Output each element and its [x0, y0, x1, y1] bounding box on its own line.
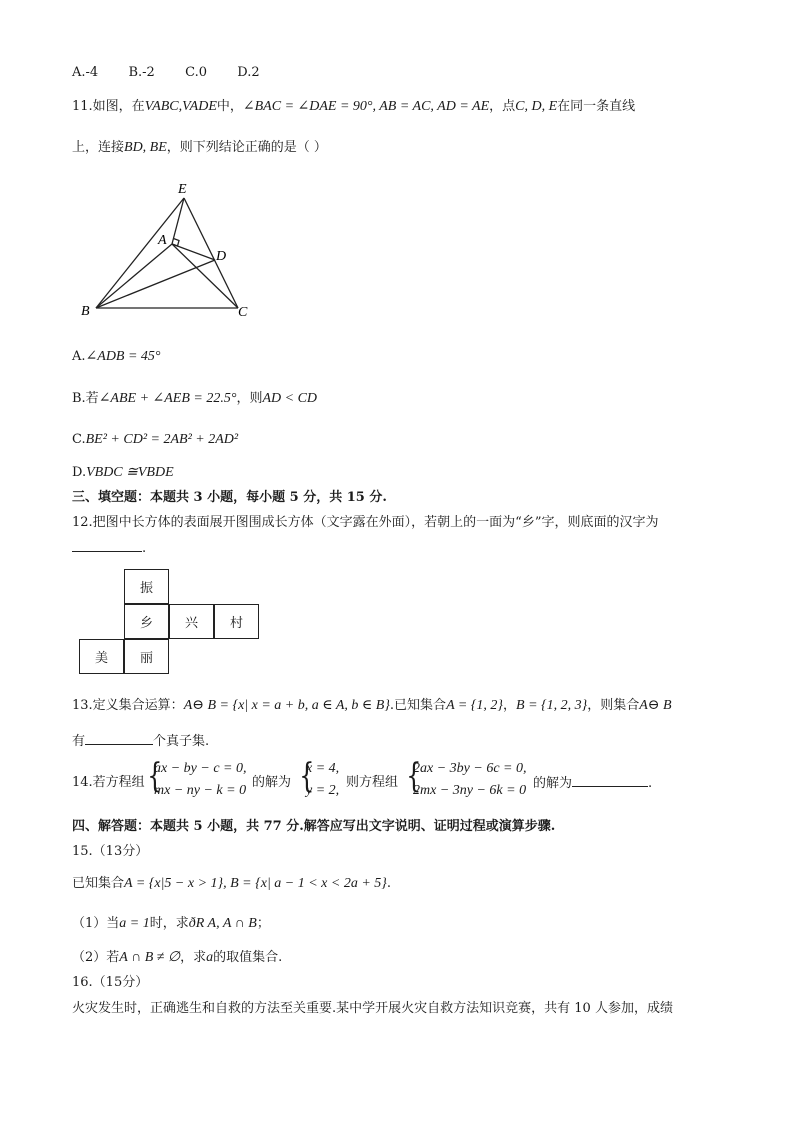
segment-be — [96, 198, 184, 308]
option-prefix: D. — [72, 465, 87, 480]
label-e: E — [178, 182, 187, 197]
q15-math: ðR A, A ∩ B — [188, 916, 257, 931]
q10-option-d: D.2 — [237, 65, 260, 80]
q15-text: 的取值集合. — [213, 950, 283, 965]
q11-geometry-figure — [74, 178, 264, 328]
q11-stem-line1 — [72, 98, 635, 116]
q13-stem-line1 — [72, 697, 672, 715]
q13-stem-line2 — [72, 732, 209, 751]
q11-text: 在同一条直线 — [557, 99, 636, 114]
q13-text: .已知集合 — [389, 698, 447, 713]
segment-ec — [184, 198, 238, 308]
q12-tail: . — [142, 541, 147, 556]
segment-ac — [172, 244, 238, 308]
q14-sys1-row2: mx − ny − k = 0 — [154, 783, 247, 798]
q14-answer-blank[interactable] — [572, 774, 648, 787]
option-prefix: A. — [72, 349, 86, 364]
q15-text: （2）若 — [72, 950, 120, 965]
q13-answer-blank[interactable] — [85, 732, 153, 745]
q11-math-conditions: ∠BAC = ∠DAE = 90°, AB = AC, AD = AE — [242, 99, 490, 114]
q14-system-2 — [403, 756, 533, 806]
label-c: C — [238, 305, 248, 320]
option-text: ，则 — [236, 391, 263, 406]
option-prefix: C. — [72, 432, 86, 447]
option-math: ∠ABE + ∠AEB = 22.5° — [98, 391, 237, 406]
q15-text: . — [386, 876, 392, 891]
q14-tail: . — [648, 776, 653, 791]
q11-math-triangles: VABC,VADE — [144, 99, 217, 114]
net-cell-mei: 美 — [79, 639, 124, 674]
q13-definition: A⊖ B = {x| x = a + b, a ∈ A, b ∈ B} — [183, 698, 390, 713]
q14-sys2-row2: 2mx − 3ny − 6k = 0 — [413, 783, 527, 798]
q11-option-b — [72, 390, 317, 408]
q12-stem: 12.把图中长方体的表面展开图围成长方体（文字露在外面），若朝上的一面为“乡”字，则底面的汉字为 — [72, 515, 659, 530]
q14-sys1-row1: ax − by − c = 0, — [154, 761, 247, 776]
cuboid-net-figure — [79, 569, 259, 675]
brace-icon: { — [147, 756, 163, 796]
q15-math: a = 1 — [119, 916, 150, 931]
q15-stem — [72, 875, 391, 893]
option-math: AD < CD — [262, 391, 318, 406]
q16-head: 16.（15分） — [72, 975, 149, 990]
q14-sys2-row1: 2ax − 3by − 6c = 0, — [413, 761, 527, 776]
q13-set-b: B = {1, 2, 3} — [516, 698, 588, 713]
brace-icon: { — [299, 756, 315, 796]
q15-part-2 — [72, 949, 282, 967]
q11-option-a — [72, 348, 161, 366]
q13-text: 13.定义集合运算： — [72, 698, 184, 713]
segment-ad — [172, 244, 215, 260]
q11-math-segments: BD, BE — [124, 140, 167, 155]
q12-answer-blank[interactable] — [72, 539, 142, 552]
q10-option-c: C.0 — [185, 65, 207, 80]
option-math: ∠ADB = 45° — [85, 349, 161, 364]
net-cell-cun: 村 — [214, 604, 259, 639]
q10-option-a: A.-4 — [72, 65, 99, 80]
q14-mid2: 则方程组 — [346, 775, 399, 790]
q14-mid1: 的解为 — [252, 775, 292, 790]
q11-stem-line2 — [72, 139, 327, 157]
net-cell-zhen: 振 — [124, 569, 169, 604]
section-3-title: 三、填空题：本题共 3 小题，每小题 5 分，共 15 分. — [72, 490, 387, 505]
option-math: BE² + CD² = 2AB² + 2AD² — [85, 432, 239, 447]
q15-text: 已知集合 — [72, 876, 125, 891]
q14-sol-row1: x = 4, — [306, 761, 340, 776]
q15-text: （1）当 — [72, 916, 120, 931]
q15-math: A ∩ B ≠ ∅ — [119, 950, 181, 965]
q13-set-a: A = {1, 2} — [446, 698, 504, 713]
q16-stem: 火灾发生时，正确逃生和自救的方法至关重要.某中学开展火灾自救方法知识竞赛，共有 10 人参加，成绩 — [72, 1001, 673, 1016]
q12-answer-line — [72, 539, 146, 558]
q13-text: ， — [503, 698, 517, 713]
q14-answer — [533, 774, 652, 793]
net-cell-li: 丽 — [124, 639, 169, 674]
q15-text: ，求 — [180, 950, 207, 965]
q15-head: 15.（13分） — [72, 844, 149, 859]
segment-bd — [96, 260, 215, 308]
q14-system-1 — [144, 756, 254, 806]
label-a: A — [158, 233, 167, 248]
net-cell-xiang: 乡 — [124, 604, 169, 639]
q14-text: 的解为 — [533, 776, 573, 791]
q10-option-b: B.-2 — [128, 65, 155, 80]
section-4-title: 四、解答题：本题共 5 小题，共 77 分.解答应写出文字说明、证明过程或演算步骤. — [72, 819, 556, 834]
segment-ab — [96, 244, 172, 308]
q11-text: ，则下列结论正确的是（ ） — [166, 140, 327, 155]
q13-text: ，则集合 — [587, 698, 640, 713]
q11-math-points: C, D, E — [515, 99, 558, 114]
q11-option-d — [72, 464, 174, 482]
q11-text: 中， — [216, 99, 243, 114]
q15-text: ； — [256, 916, 270, 931]
q13-text: 个真子集. — [153, 734, 210, 749]
q13-text: 有 — [72, 734, 86, 749]
option-math: VBDC ≅VBDE — [86, 465, 174, 480]
q15-part-1 — [72, 915, 270, 933]
q14-sol-row2: y = 2, — [306, 783, 340, 798]
option-prefix: B.若 — [72, 391, 99, 406]
q11-option-c — [72, 431, 238, 449]
brace-icon: { — [406, 756, 422, 796]
q11-text: ，点 — [489, 99, 516, 114]
label-b: B — [81, 304, 90, 319]
net-cell-xing: 兴 — [169, 604, 214, 639]
q11-text: 11.如图，在 — [72, 99, 145, 114]
q11-text: 上，连接 — [72, 140, 125, 155]
q10-options — [72, 64, 260, 82]
q15-math: a — [206, 950, 214, 965]
q14-prefix: 14.若方程组 — [72, 775, 145, 790]
q15-sets: A = {x|5 − x > 1}, B = {x| a − 1 < x < 2a + 5} — [124, 876, 387, 891]
q15-text: 时，求 — [149, 916, 189, 931]
label-d: D — [216, 249, 227, 264]
q13-expression: A⊖ B — [639, 698, 672, 713]
